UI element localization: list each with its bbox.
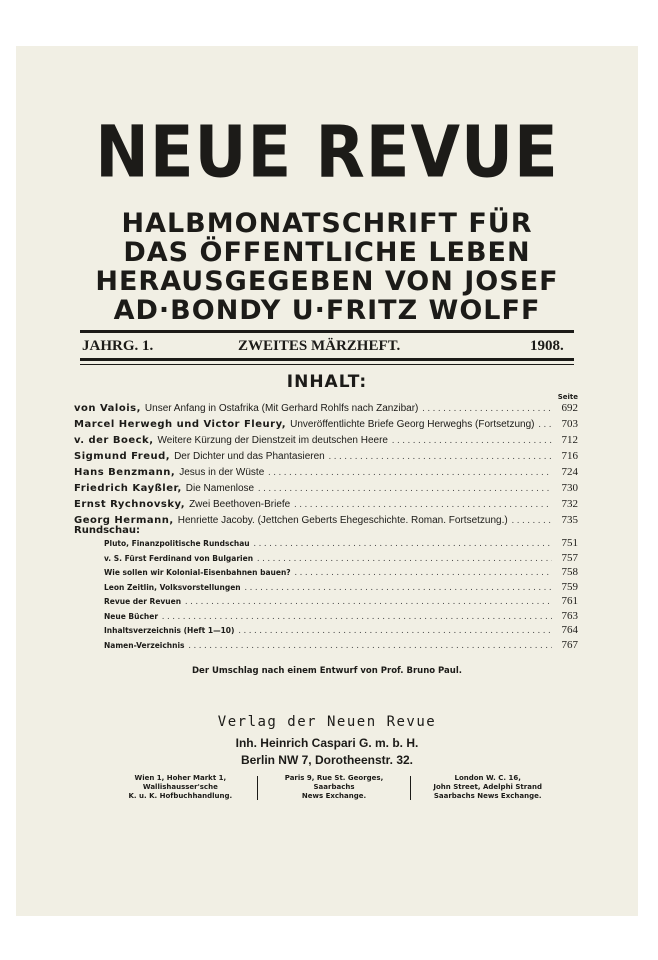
entry-author: v. der Boeck,	[74, 435, 154, 446]
entry-title: Der Dichter und das Phantasieren	[174, 451, 325, 462]
entry-page: 758	[561, 566, 578, 578]
entry-page: 764	[561, 624, 578, 636]
year-label: 1908.	[530, 338, 564, 354]
entry-page: 763	[561, 609, 578, 622]
leader-dots	[185, 596, 552, 606]
branch-line: John Street, Adelphi Strand	[433, 783, 542, 791]
contents-entry	[74, 498, 578, 514]
rundschau-entry	[104, 537, 578, 552]
contents-entry	[74, 466, 578, 482]
entry-page: 757	[561, 551, 578, 564]
entry-page: 703	[561, 418, 578, 430]
subtitle-line-2: DAS ÖFFENTLICHE LEBEN	[123, 237, 531, 268]
branch-london	[411, 774, 564, 801]
leader-dots	[189, 640, 552, 650]
top-rule	[80, 330, 574, 333]
entry-title: Die Namenlose	[185, 483, 255, 494]
entry-page: 692	[561, 402, 578, 414]
leader-dots	[392, 435, 552, 445]
entry-author: Ernst Rychnovsky,	[74, 499, 186, 510]
entry-title: Jesus in der Wüste	[179, 467, 265, 478]
entry-title: Wie sollen wir Kolonial-Eisenbahnen bauen?	[104, 568, 291, 577]
rundschau-entry	[104, 624, 578, 639]
branch-vienna	[104, 774, 257, 801]
rundschau-entry	[104, 552, 578, 567]
publisher-address: Berlin NW 7, Dorotheenstr. 32.	[240, 753, 414, 767]
entry-page: 732	[561, 498, 578, 510]
contents-heading: INHALT:	[286, 372, 368, 392]
entry-page: 767	[561, 638, 578, 651]
leader-dots	[294, 499, 552, 509]
volume-label: JAHRG. 1.	[82, 338, 154, 354]
rundschau-entry	[104, 566, 578, 581]
entry-page: 759	[561, 580, 578, 593]
entry-title: Leon Zeitlin, Volksvorstellungen	[104, 582, 241, 592]
branch-line: Wallishausser'sche	[142, 783, 218, 791]
entry-title: Zwei Beethoven-Briefe	[189, 499, 291, 510]
entry-title: Unveröffentlichte Briefe Georg Herweghs (Fortsetzung)	[290, 419, 535, 430]
leader-dots	[238, 625, 552, 635]
entry-page: 712	[561, 434, 578, 446]
entry-author: von Valois,	[74, 403, 141, 414]
entry-author: Georg Hermann,	[74, 515, 174, 526]
leader-dots	[162, 611, 552, 621]
leader-dots	[245, 582, 552, 592]
entry-title: Unser Anfang in Ostafrika (Mit Gerhard Rohlfs nach Zanzibar)	[144, 403, 419, 414]
branch-line: Saarbachs News Exchange.	[433, 792, 542, 800]
entry-title: Inhaltsverzeichnis (Heft 1—10)	[104, 626, 235, 635]
page-column-label: Seite	[557, 393, 578, 401]
entry-page: 716	[561, 450, 578, 462]
branch-line: Wien 1, Hoher Markt 1,	[134, 774, 227, 782]
branch-line: Saarbachs	[313, 783, 355, 791]
publisher-name: Verlag der Neuen Revue	[217, 714, 437, 730]
contents-entry	[74, 402, 578, 418]
branch-line: News Exchange.	[301, 792, 367, 800]
cover-design-note: Der Umschlag nach einem Entwurf von Prof. Bruno Paul.	[192, 666, 462, 676]
branch-paris	[258, 774, 411, 801]
branch-addresses	[104, 774, 564, 801]
contents-entry	[74, 482, 578, 498]
contents-list	[74, 402, 578, 530]
entry-author: Hans Benzmann,	[74, 467, 176, 478]
branch-line: Paris 9, Rue St. Georges,	[284, 774, 384, 782]
entry-author: Marcel Herwegh und Victor Fleury,	[74, 419, 287, 430]
branch-line: London W. C. 16,	[454, 774, 521, 782]
leader-dots	[329, 451, 552, 461]
rundschau-entry	[104, 581, 578, 596]
entry-page: 730	[561, 482, 578, 494]
rundschau-list	[104, 537, 578, 653]
entry-title: Henriette Jacoby. (Jettchen Geberts Ehegeschichte. Roman. Fortsetzung.)	[177, 515, 508, 526]
entry-author: Friedrich Kayßler,	[74, 483, 182, 494]
rundschau-entry	[104, 610, 578, 625]
issue-label: ZWEITES MÄRZHEFT.	[238, 338, 401, 354]
subtitle-line-3: HERAUSGEGEBEN VON JOSEF	[95, 266, 559, 297]
entry-title: Weitere Kürzung der Dienstzeit im deutschen Heere	[157, 435, 388, 446]
subtitle-line-4: AD·BONDY U·FRITZ WOLFF	[113, 295, 541, 326]
leader-dots	[254, 538, 552, 548]
magazine-cover-page	[16, 46, 638, 916]
entry-page: 724	[561, 466, 578, 478]
entry-title: Revue der Revuen	[104, 597, 182, 606]
entry-page: 751	[561, 537, 578, 549]
subtitle-line-1: HALBMONATSCHRIFT FÜR	[121, 208, 533, 239]
leader-dots	[295, 567, 552, 577]
thin-rule	[80, 364, 574, 365]
magazine-title: NEUE REVUE	[95, 111, 559, 195]
leader-dots	[258, 483, 552, 493]
entry-page: 761	[561, 595, 578, 607]
entry-author: Sigmund Freud,	[74, 451, 171, 462]
branch-line: K. u. K. Hofbuchhandlung.	[128, 792, 233, 800]
entry-title: Namen-Verzeichnis	[104, 640, 185, 650]
contents-entry	[74, 418, 578, 434]
rundschau-heading: Rundschau:	[74, 525, 140, 536]
publisher-owner: Inh. Heinrich Caspari G. m. b. H.	[235, 736, 419, 750]
rundschau-entry	[104, 595, 578, 610]
contents-entry	[74, 434, 578, 450]
entry-title: v. S. Fürst Ferdinand von Bulgarien	[104, 553, 254, 563]
entry-title: Pluto, Finanzpolitische Rundschau	[104, 539, 250, 548]
contents-entry	[74, 450, 578, 466]
leader-dots	[257, 553, 552, 563]
entry-title: Neue Bücher	[104, 611, 159, 621]
rundschau-entry	[104, 639, 578, 654]
leader-dots	[268, 467, 552, 477]
leader-dots	[422, 403, 552, 413]
middle-rule	[80, 358, 574, 361]
leader-dots	[538, 419, 552, 429]
entry-page: 735	[561, 514, 578, 526]
leader-dots	[512, 515, 552, 525]
contents-entry	[74, 514, 578, 530]
